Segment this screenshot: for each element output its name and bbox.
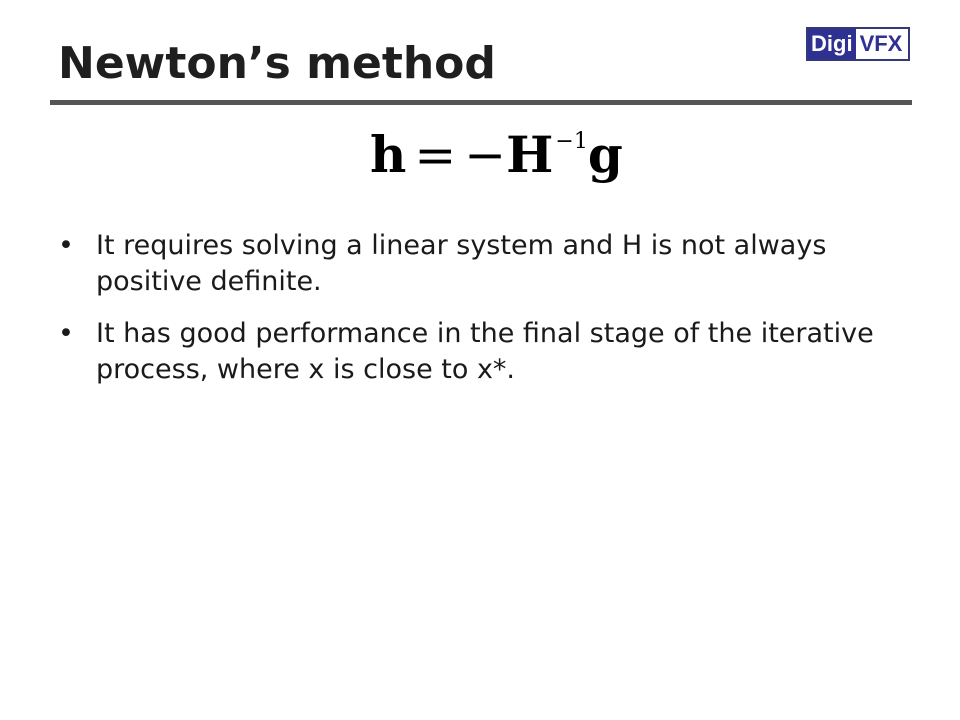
- formula-gradient: g: [587, 125, 623, 184]
- logo-part-vfx: VFX: [859, 31, 903, 56]
- logo-part-digi: Digi: [808, 29, 856, 59]
- bullet-dot: •: [58, 318, 74, 349]
- slide-title: Newton’s method: [58, 38, 496, 89]
- formula-h: h: [370, 125, 407, 184]
- formula-inverse-exponent: −1: [555, 129, 588, 154]
- bullet-text: It requires solving a linear system and H is not always positive definite.: [96, 230, 827, 297]
- title-divider: [50, 100, 912, 105]
- bullet-item: [58, 316, 918, 388]
- bullet-text: It has good performance in the final stage of the iterative process, where x is close to x*.: [96, 318, 874, 385]
- formula-minus: −: [464, 126, 507, 184]
- formula-equals: =: [414, 126, 457, 184]
- formula-hessian: H: [506, 125, 554, 184]
- bullet-dot: •: [58, 230, 74, 261]
- newton-step-formula: [370, 125, 623, 184]
- digivfx-logo: [806, 27, 910, 61]
- bullet-list: [58, 228, 918, 404]
- bullet-item: [58, 228, 918, 300]
